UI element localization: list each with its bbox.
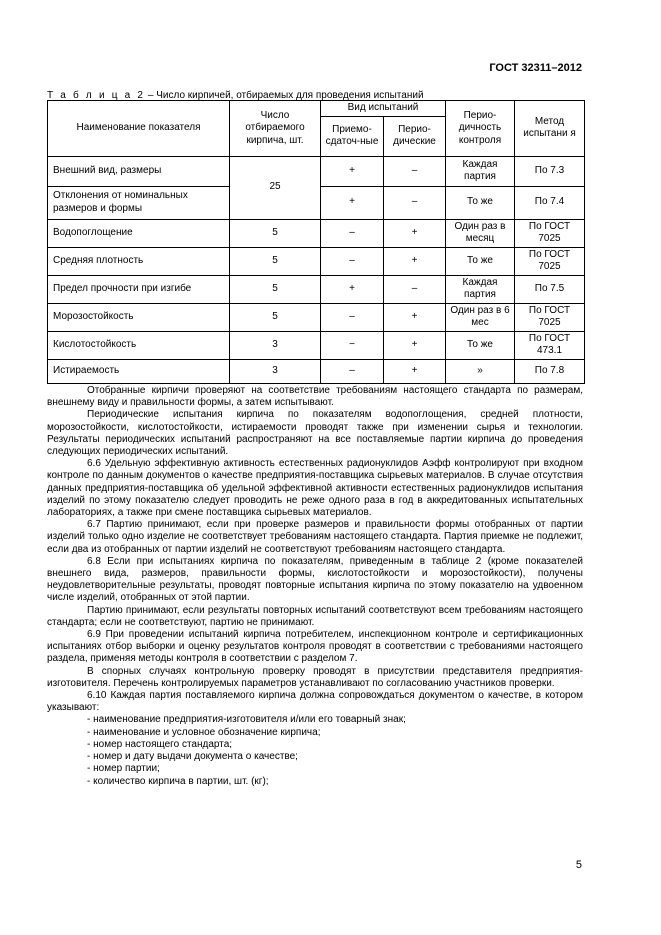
row-periodic: + xyxy=(384,219,446,247)
row-method: По ГОСТ 473.1 xyxy=(515,331,585,359)
list-item: - наименование предприятия-изготовителя и/или его товарный знак; xyxy=(87,714,406,726)
paragraph: 6.7 Партию принимают, если при проверке размеров и правильности формы отобранных от партии изделий только одно изделие не соответствует требованиям настоящего стандарта. Партия приемке не подлежит, если два из отобранных от партии изделий не соответствуют требованиям настоящего стандарта. xyxy=(47,519,583,555)
row-frequency: То же xyxy=(446,331,515,359)
paragraph: Периодические испытания кирпича по показателям водопоглощения, средней плотности, морозостойкости, кислотостойкости, истираемости проводят также при изменении сырья и технологии. Результаты периодических испытаний распространяют на все поставляемые партии кирпича до проведения следующих периодических испытаний. xyxy=(47,409,583,458)
header-count: Число отбираемого кирпича, шт. xyxy=(230,101,321,157)
paragraph: Партию принимают, если результаты повторных испытаний соответствуют всем требованиям настоящего стандарта; если не соответствуют, партию не принимают. xyxy=(47,604,583,628)
row-count: 25 xyxy=(230,156,321,219)
header-frequency: Перио-дичность контроля xyxy=(446,101,515,157)
header-name: Наименование показателя xyxy=(48,101,230,157)
row-count: 5 xyxy=(230,303,321,331)
row-frequency: То же xyxy=(446,186,515,219)
row-method: По 7.5 xyxy=(515,275,585,303)
row-periodic: – xyxy=(384,156,446,186)
header-periodic: Перио-дические xyxy=(384,116,446,156)
row-acceptance: – xyxy=(321,247,384,275)
row-acceptance: − xyxy=(321,331,384,359)
list-item: - номер партии; xyxy=(87,763,160,775)
table-caption-text: – Число кирпичей, отбираемых для проведения испытаний xyxy=(145,90,424,101)
header-test-kind: Вид испытаний xyxy=(321,101,446,117)
row-frequency: Каждая партия xyxy=(446,275,515,303)
sampling-table xyxy=(47,100,585,384)
header-acceptance: Приемо-сдаточ-ные xyxy=(321,116,384,156)
row-count: 3 xyxy=(230,331,321,359)
list-item: - количество кирпича в партии, шт. (кг); xyxy=(87,775,269,787)
table-row xyxy=(48,156,585,186)
row-method: По ГОСТ 7025 xyxy=(515,247,585,275)
paragraph: 6.6 Удельную эффективную активность естественных радионуклидов Аэфф контролируют при входном контроле по данным документов о качестве предприятия-поставщика сырьевых материалов. В случае отсутствия данных предприятия-поставщика об удельной эффективной активности естественных радионуклидов испытания изделий по этому показателю следует проводить не реже одного раза в год в аккредитованных испытательных лабораториях, а также при смене поставщика сырьевых материалов. xyxy=(47,458,583,519)
row-count: 5 xyxy=(230,275,321,303)
header-method: Метод испытани я xyxy=(515,101,585,157)
row-acceptance: + xyxy=(321,186,384,219)
paragraph: 6.8 Если при испытаниях кирпича по показателям, приведенным в таблице 2 (кроме показателей внешнего вида, размеров, правильности формы, кислотостойкости и морозостойкости), получены неудовлетворительные результаты, проводят повторные испытания кирпича по этому показателю на удвоенном числе изделий, отобранных от этой партии. xyxy=(47,555,583,604)
row-name: Морозостойкость xyxy=(48,303,230,331)
paragraph: Отобранные кирпичи проверяют на соответствие требованиям настоящего стандарта по размерам, внешнему виду и правильности формы, а затем испытывают. xyxy=(47,385,583,409)
list-item: - наименование и условное обозначение кирпича; xyxy=(87,726,321,738)
row-acceptance: – xyxy=(321,219,384,247)
table-row xyxy=(48,303,585,331)
row-method: По 7.8 xyxy=(515,359,585,383)
row-method: По ГОСТ 7025 xyxy=(515,303,585,331)
table-row xyxy=(48,219,585,247)
row-acceptance: – xyxy=(321,303,384,331)
row-periodic: + xyxy=(384,247,446,275)
row-name: Предел прочности при изгибе xyxy=(48,275,230,303)
row-name: Водопоглощение xyxy=(48,219,230,247)
paragraph: 6.9 При проведении испытаний кирпича потребителем, инспекционном контроле и сертификационных испытаниях отбор выборки и оценку результатов контроля проводят в соответствии с требованиями настоящего раздела, применяя методы контроля в соответствии с разделом 7. xyxy=(47,629,583,665)
row-frequency: » xyxy=(446,359,515,383)
row-frequency: То же xyxy=(446,247,515,275)
row-acceptance: – xyxy=(321,359,384,383)
row-method: По ГОСТ 7025 xyxy=(515,219,585,247)
row-count: 3 xyxy=(230,359,321,383)
row-acceptance: + xyxy=(321,156,384,186)
row-count: 5 xyxy=(230,247,321,275)
row-count: 5 xyxy=(230,219,321,247)
row-method: По 7.3 xyxy=(515,156,585,186)
table-row xyxy=(48,275,585,303)
row-name: Отклонения от номинальных размеров и формы xyxy=(48,186,230,219)
list-item: - номер и дату выдачи документа о качестве; xyxy=(87,751,298,763)
row-acceptance: + xyxy=(321,275,384,303)
standard-number: ГОСТ 32311–2012 xyxy=(489,62,582,74)
list-item: - номер настоящего стандарта; xyxy=(87,738,233,750)
row-periodic: + xyxy=(384,331,446,359)
body-text xyxy=(47,385,583,788)
table-caption-label: Т а б л и ц а 2 xyxy=(47,90,146,101)
row-periodic: – xyxy=(384,275,446,303)
row-frequency: Один раз в месяц xyxy=(446,219,515,247)
table-row xyxy=(48,359,585,383)
row-name: Внешний вид, размеры xyxy=(48,156,230,186)
table-row xyxy=(48,247,585,275)
table-row xyxy=(48,331,585,359)
paragraph: 6.10 Каждая партия поставляемого кирпича должна сопровождаться документом о качестве, в котором указывают: xyxy=(47,690,583,714)
row-method: По 7.4 xyxy=(515,186,585,219)
row-name: Средняя плотность xyxy=(48,247,230,275)
row-frequency: Каждая партия xyxy=(446,156,515,186)
paragraph: В спорных случаях контрольную проверку проводят в присутствии представителя предприятия-изготовителя. Перечень контролируемых параметров устанавливают по согласованию участников проверки. xyxy=(47,665,583,689)
row-frequency: Один раз в 6 мес xyxy=(446,303,515,331)
row-periodic: – xyxy=(384,186,446,219)
row-periodic: + xyxy=(384,359,446,383)
page-number: 5 xyxy=(575,859,582,871)
row-name: Кислотостойкость xyxy=(48,331,230,359)
row-name: Истираемость xyxy=(48,359,230,383)
row-periodic: + xyxy=(384,303,446,331)
